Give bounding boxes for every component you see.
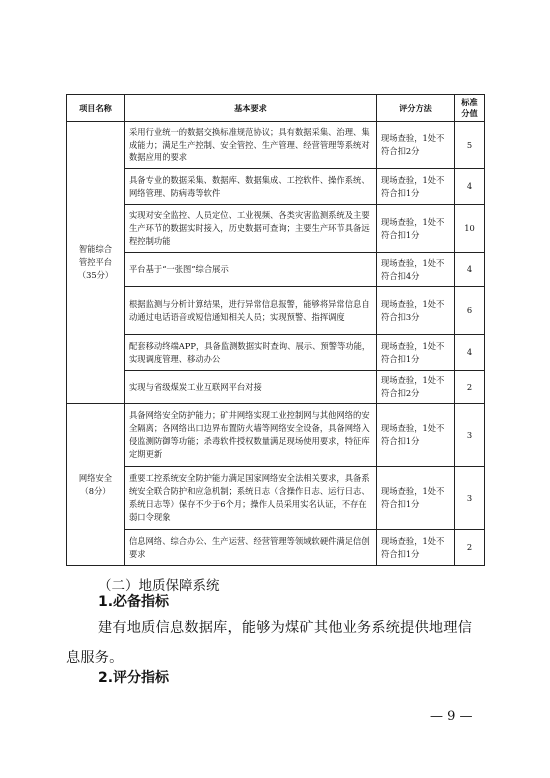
evaluation-table: [66, 94, 485, 566]
score-cell: 4: [455, 253, 485, 287]
category-cell: 智能综合 管控平台 （35分）: [67, 122, 125, 404]
method-cell: 现场查验，1处不符合扣3分: [377, 287, 455, 335]
method-cell: 现场查验，1处不符合扣2分: [377, 122, 455, 169]
category-cell: 网络安全 （8分）: [67, 404, 125, 566]
requirement-cell: 重要工控系统安全防护能力满足国家网络安全法相关要求，具备系统安全联合防护和应急机制；系统日志（含操作日志、运行日志、系统日志等）保存不少于6个月；操作人员采用实名认证，不存在弱口令现象: [125, 467, 377, 530]
page-number: — 9 —: [430, 709, 473, 724]
table-row: [67, 335, 485, 371]
table-row: [67, 287, 485, 335]
heading-required-indicators: 1.必备指标: [98, 594, 170, 610]
method-cell: 现场查验，1处不符合扣1分: [377, 530, 455, 566]
method-cell: 现场查验，1处不符合扣1分: [377, 467, 455, 530]
method-cell: 现场查验，1处不符合扣4分: [377, 253, 455, 287]
method-cell: 现场查验，1处不符合扣1分: [377, 335, 455, 371]
score-cell: 4: [455, 335, 485, 371]
table-row: [67, 404, 485, 467]
method-cell: 现场查验，1处不符合扣1分: [377, 169, 455, 205]
table-row: [67, 530, 485, 566]
score-cell: 3: [455, 467, 485, 530]
table-row: [67, 169, 485, 205]
requirement-cell: 信息网络、综合办公、生产运营、经营管理等领域软硬件满足信创要求: [125, 530, 377, 566]
requirement-cell: 具备专业的数据采集、数据库、数据集成、工控软件、操作系统、网络管理、防病毒等软件: [125, 169, 377, 205]
score-cell: 3: [455, 404, 485, 467]
requirement-cell: 平台基于“一张图”综合展示: [125, 253, 377, 287]
score-cell: 2: [455, 530, 485, 566]
heading-scoring-indicators: 2.评分指标: [98, 670, 170, 686]
table-row: [67, 253, 485, 287]
section-title: （二）地质保障系统: [98, 578, 220, 594]
requirement-cell: 采用行业统一的数据交换标准规范协议；具有数据采集、治理、集成能力；满足生产控制、安全管控、生产管理、经营管理等系统对数据应用的要求: [125, 122, 377, 169]
table-row: [67, 205, 485, 253]
table-row: [67, 467, 485, 530]
requirement-cell: 配套移动终端APP，具备监测数据实时查询、展示、预警等功能，实现调度管理、移动办公: [125, 335, 377, 371]
header-standard-score: 标准 分值: [455, 95, 485, 122]
table-row: [67, 371, 485, 404]
table-row: [67, 122, 485, 169]
method-cell: 现场查验，1处不符合扣1分: [377, 205, 455, 253]
score-cell: 5: [455, 122, 485, 169]
method-cell: 现场查验，1处不符合扣2分: [377, 371, 455, 404]
body-paragraph: 建有地质信息数据库，能够为煤矿其他业务系统提供地理信息服务。: [66, 620, 473, 666]
requirement-cell: 实现与省级煤炭工业互联网平台对接: [125, 371, 377, 404]
requirement-cell: 根据监测与分析计算结果，进行异常信息报警，能够将异常信息自动通过电话语音或短信通知相关人员；实现预警、指挥调度: [125, 287, 377, 335]
score-cell: 2: [455, 371, 485, 404]
table-header-row: [67, 95, 485, 122]
header-basic-requirement: 基本要求: [125, 95, 377, 122]
score-cell: 10: [455, 205, 485, 253]
requirement-cell: 具备网络安全防护能力；矿井网络实现工业控制网与其他网络的安全隔离；各网络出口边界布置防火墙等网络安全设备，具备网络入侵监测防御等功能；杀毒软件授权数量满足现场使用要求，特征库定期更新: [125, 404, 377, 467]
score-cell: 4: [455, 169, 485, 205]
method-cell: 现场查验，1处不符合扣1分: [377, 404, 455, 467]
score-cell: 6: [455, 287, 485, 335]
header-scoring-method: 评分方法: [377, 95, 455, 122]
header-project-name: 项目名称: [67, 95, 125, 122]
requirement-cell: 实现对安全监控、人员定位、工业视频、各类灾害监测系统及主要生产环节的数据实时接入，历史数据可查询；主要生产环节具备远程控制功能: [125, 205, 377, 253]
